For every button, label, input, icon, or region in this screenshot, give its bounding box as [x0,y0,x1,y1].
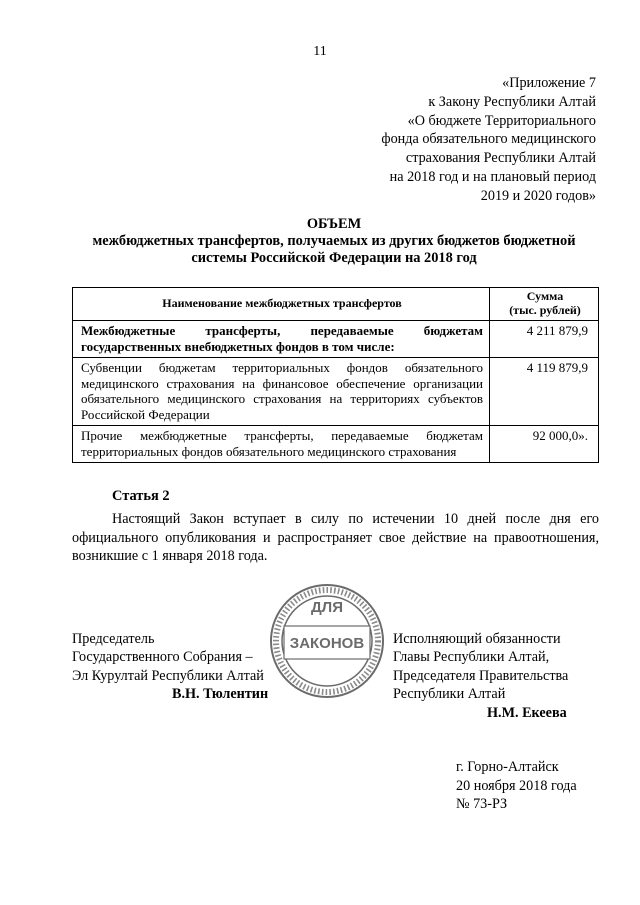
signatory-name: Н.М. Екеева [487,704,567,721]
row-name: Субвенции бюджетам территориальных фондов обязательного медицинского страхования на финансовое обеспечение организации обязательного медицинского страхования на территориях субъектов Российской Федерации [73,358,490,426]
appendix-line: на 2018 год и на плановый период [389,168,596,185]
signature-title-line: Председатель [72,631,155,647]
document-title [72,216,596,267]
signature-title-line: Эл Курултай Республики Алтай [72,667,264,684]
signature-title-line: Исполняющий обязанности [393,631,561,647]
header-amount-line: Сумма [526,289,564,303]
table-row [73,321,599,358]
signature-title-line: Председателя Правительства [393,667,569,684]
appendix-line: страхования Республики Алтай [405,150,596,167]
table-row [73,358,599,426]
table-header-row [73,288,599,321]
signature-title-line: Главы Республики Алтай, [393,649,550,666]
appendix-line: к Закону Республики Алтай [428,93,596,110]
header-amount-unit: (тыс. рублей) [509,302,581,317]
appendix-line: фонда обязательного медицинского [381,131,596,148]
signatory-name: В.Н. Тюлентин [172,686,269,703]
appendix-line: 2019 и 2020 годов» [480,187,596,204]
signature-right [393,630,568,722]
row-amount: 4 211 879,9 [490,321,599,358]
signature-title-line: Республики Алтай [393,686,506,703]
stamp-seal [268,582,386,700]
article-title: Статья 2 [112,488,170,504]
row-name: Межбюджетные трансферты, передаваемые бюджетам государственных внебюджетных фондов в том числе: [73,321,490,358]
table-row [73,426,599,463]
signature-title-line: Государственного Собрания – [72,649,253,666]
appendix-line: «О бюджете Территориального [407,112,596,129]
title-heading: ОБЪЕМ [306,216,362,232]
stamp-text-main: ЗАКОНОВ [289,635,365,652]
appendix-reference [381,74,596,206]
page-number: 11 [313,44,327,59]
row-amount: 92 000,0». [490,426,599,463]
row-amount: 4 119 879,9 [490,358,599,426]
stamp-text-top: ДЛЯ [311,599,343,616]
header-name: Наименование межбюджетных трансфертов [73,288,490,321]
title-line: системы Российской Федерации на 2018 год [191,250,477,266]
article-text: Настоящий Закон вступает в силу по истечении 10 дней после дня его официального опубликования и распространяет свое действие на правоотношения, возникшие с 1 января 2018 года. [72,511,599,565]
header-amount [490,288,599,321]
law-number: № 73-РЗ [456,796,508,813]
city: г. Горно-Алтайск [456,759,559,775]
transfers-table [72,287,599,463]
row-name: Прочие межбюджетные трансферты, передаваемые бюджетам территориальных фондов обязательного медицинского страхования [73,426,490,463]
title-line: межбюджетных трансфертов, получаемых из других бюджетов бюджетной [92,233,576,249]
signature-left [72,630,268,704]
place-date-block [456,758,577,814]
date: 20 ноября 2018 года [456,777,577,794]
appendix-line: «Приложение 7 [502,75,596,91]
